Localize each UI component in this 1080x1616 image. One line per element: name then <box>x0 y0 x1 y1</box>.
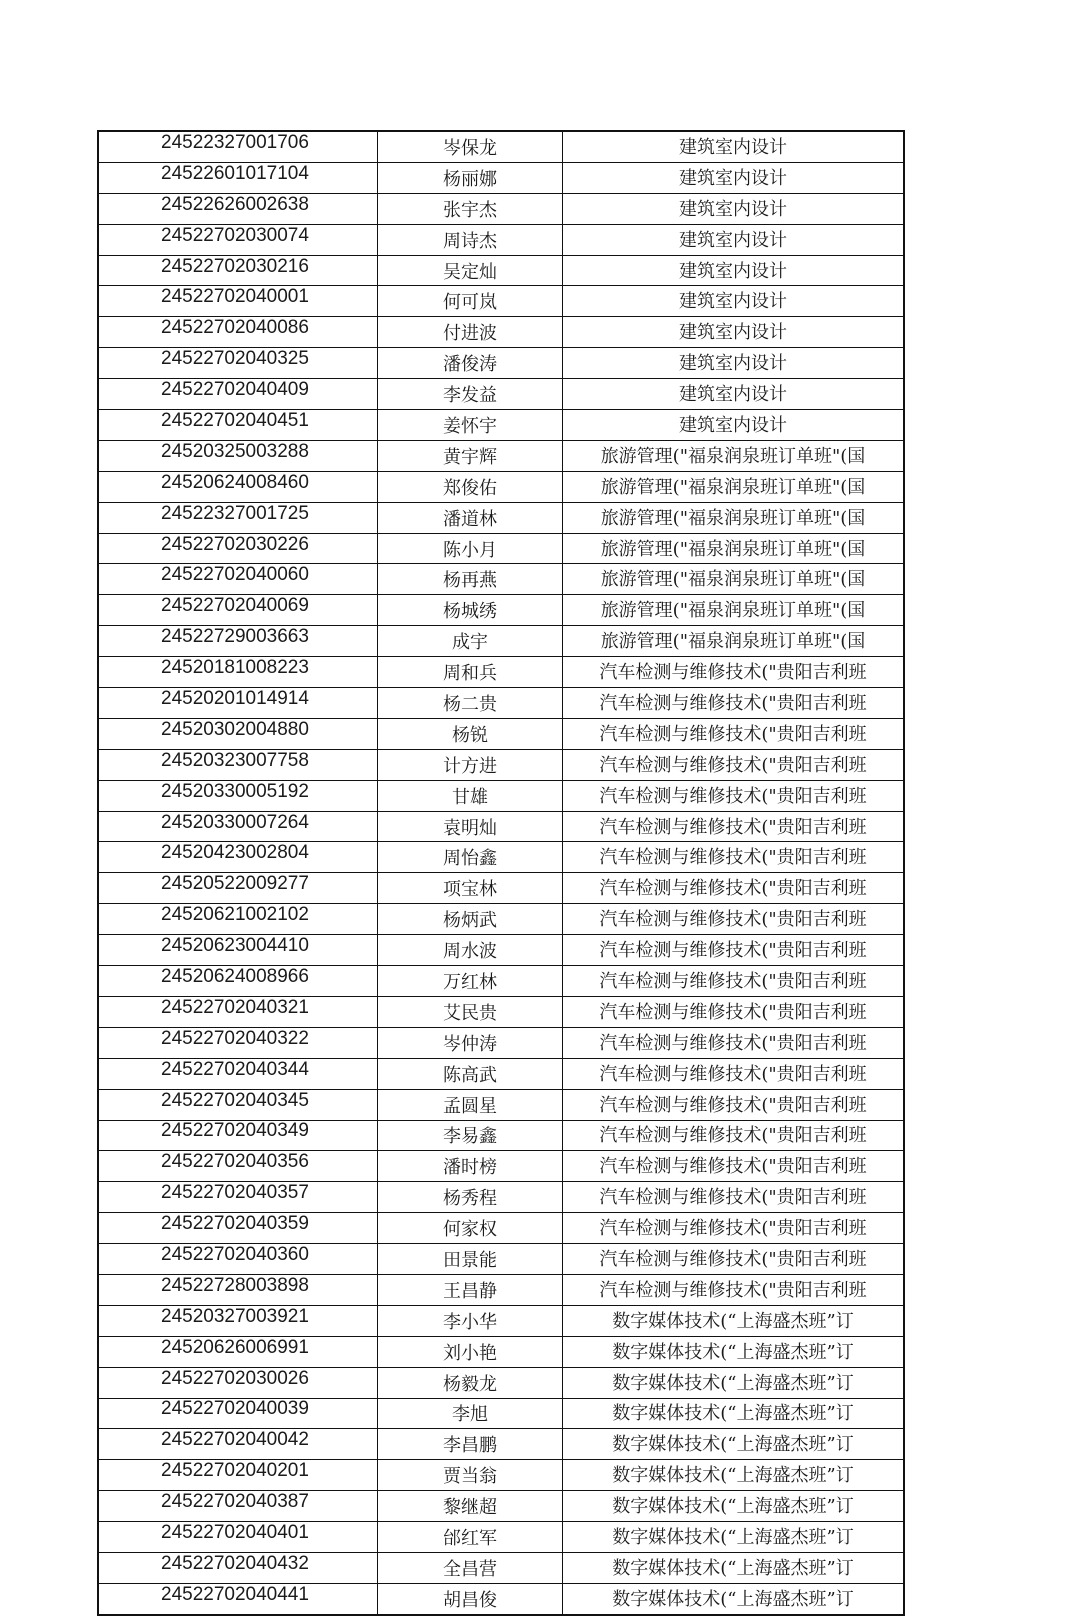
student-major: 汽车检测与维修技术("贵阳吉利班 <box>563 996 905 1027</box>
student-name: 李旭 <box>378 1398 563 1429</box>
student-major: 数字媒体技术(“上海盛杰班”订 <box>563 1336 905 1367</box>
student-name: 田景能 <box>378 1244 563 1275</box>
table-row <box>98 131 904 162</box>
table-row <box>98 749 904 780</box>
student-major: 数字媒体技术(“上海盛杰班”订 <box>563 1583 905 1614</box>
student-id-cell <box>98 286 378 317</box>
student-major: 旅游管理("福泉润泉班订单班"(国 <box>563 471 905 502</box>
roster-body <box>98 131 904 1615</box>
student-id: 24522626002638 <box>161 193 309 215</box>
student-name: 计方进 <box>378 749 563 780</box>
student-major: 建筑室内设计 <box>563 410 905 441</box>
table-row <box>98 1274 904 1305</box>
student-id: 24520181008223 <box>161 657 309 679</box>
student-name: 李小华 <box>378 1305 563 1336</box>
student-id-cell <box>98 873 378 904</box>
student-major: 旅游管理("福泉润泉班订单班"(国 <box>563 533 905 564</box>
student-name: 孟圆星 <box>378 1089 563 1120</box>
student-major: 建筑室内设计 <box>563 162 905 193</box>
student-id-cell <box>98 935 378 966</box>
student-name: 杨炳武 <box>378 904 563 935</box>
student-id-cell <box>98 1522 378 1553</box>
table-row <box>98 1244 904 1275</box>
table-row <box>98 811 904 842</box>
student-id: 24520423002804 <box>161 842 309 864</box>
table-row <box>98 996 904 1027</box>
table-row <box>98 224 904 255</box>
student-id-cell <box>98 966 378 997</box>
student-major: 汽车检测与维修技术("贵阳吉利班 <box>563 657 905 688</box>
student-id: 24522702040069 <box>161 595 309 617</box>
student-id-cell <box>98 564 378 595</box>
student-name: 周诗杰 <box>378 224 563 255</box>
student-id-cell <box>98 1491 378 1522</box>
table-row <box>98 162 904 193</box>
student-major: 建筑室内设计 <box>563 379 905 410</box>
student-major: 数字媒体技术(“上海盛杰班”订 <box>563 1460 905 1491</box>
student-id-cell <box>98 1120 378 1151</box>
table-row <box>98 1305 904 1336</box>
table-row <box>98 595 904 626</box>
student-name: 岑保龙 <box>378 131 563 162</box>
table-row <box>98 873 904 904</box>
student-id: 24520623004410 <box>161 935 309 957</box>
student-id: 24522702030216 <box>161 255 309 277</box>
table-row <box>98 1460 904 1491</box>
student-id-cell <box>98 1398 378 1429</box>
table-row <box>98 1058 904 1089</box>
table-row <box>98 966 904 997</box>
student-major: 汽车检测与维修技术("贵阳吉利班 <box>563 1213 905 1244</box>
student-id-cell <box>98 224 378 255</box>
student-name: 黎继超 <box>378 1491 563 1522</box>
student-id: 24522702040360 <box>161 1244 309 1265</box>
student-major: 汽车检测与维修技术("贵阳吉利班 <box>563 904 905 935</box>
student-id: 24522729003663 <box>161 626 309 648</box>
student-major: 数字媒体技术(“上海盛杰班”订 <box>563 1398 905 1429</box>
student-major: 汽车检测与维修技术("贵阳吉利班 <box>563 1089 905 1120</box>
student-name: 杨城绣 <box>378 595 563 626</box>
student-id-cell <box>98 131 378 162</box>
student-major: 数字媒体技术(“上海盛杰班”订 <box>563 1491 905 1522</box>
student-name: 李易鑫 <box>378 1120 563 1151</box>
student-id-cell <box>98 688 378 719</box>
student-id: 24520327003921 <box>161 1305 309 1327</box>
student-id: 24520624008966 <box>161 965 309 987</box>
student-id-cell <box>98 749 378 780</box>
student-id: 24522702040356 <box>161 1151 309 1173</box>
student-id: 24522702030226 <box>161 533 309 555</box>
table-row <box>98 1151 904 1182</box>
student-name: 陈高武 <box>378 1058 563 1089</box>
student-id-cell <box>98 1429 378 1460</box>
student-name: 张宇杰 <box>378 193 563 224</box>
student-id: 24522327001725 <box>161 502 309 524</box>
student-id: 24520624008460 <box>161 471 309 493</box>
student-id: 24522702040441 <box>161 1583 309 1605</box>
student-id-cell <box>98 1583 378 1614</box>
student-major: 旅游管理("福泉润泉班订单班"(国 <box>563 502 905 533</box>
student-name: 邰红军 <box>378 1522 563 1553</box>
student-id: 24520330007264 <box>161 811 309 833</box>
student-id: 24522702030026 <box>161 1367 309 1389</box>
student-id-cell <box>98 255 378 286</box>
table-row <box>98 1583 904 1614</box>
student-major: 汽车检测与维修技术("贵阳吉利班 <box>563 688 905 719</box>
table-row <box>98 379 904 410</box>
student-name: 潘道林 <box>378 502 563 533</box>
student-id: 24520325003288 <box>161 440 309 462</box>
student-name: 李昌鹏 <box>378 1429 563 1460</box>
student-id: 24522702040432 <box>161 1552 309 1574</box>
student-id: 24522702040086 <box>161 317 309 339</box>
student-name: 万红林 <box>378 966 563 997</box>
student-id-cell <box>98 1552 378 1583</box>
student-major: 建筑室内设计 <box>563 131 905 162</box>
student-major: 汽车检测与维修技术("贵阳吉利班 <box>563 811 905 842</box>
table-row <box>98 1027 904 1058</box>
student-id-cell <box>98 996 378 1027</box>
table-row <box>98 533 904 564</box>
table-row <box>98 718 904 749</box>
table-row <box>98 1522 904 1553</box>
student-id-cell <box>98 379 378 410</box>
student-major: 汽车检测与维修技术("贵阳吉利班 <box>563 1182 905 1213</box>
student-id-cell <box>98 317 378 348</box>
student-id-cell <box>98 1213 378 1244</box>
student-id: 24522702040325 <box>161 348 309 370</box>
student-id: 24522702040387 <box>161 1491 309 1513</box>
student-name: 胡昌俊 <box>378 1583 563 1614</box>
student-id: 24520302004880 <box>161 718 309 740</box>
table-row <box>98 780 904 811</box>
student-id-cell <box>98 1274 378 1305</box>
student-name: 成宇 <box>378 626 563 657</box>
student-id-cell <box>98 780 378 811</box>
student-major: 汽车检测与维修技术("贵阳吉利班 <box>563 1027 905 1058</box>
table-row <box>98 935 904 966</box>
student-id: 24522702040039 <box>161 1398 309 1420</box>
student-major: 汽车检测与维修技术("贵阳吉利班 <box>563 1244 905 1275</box>
table-row <box>98 286 904 317</box>
student-id-cell <box>98 1244 378 1275</box>
student-id: 24522702040345 <box>161 1089 309 1111</box>
student-major: 数字媒体技术(“上海盛杰班”订 <box>563 1305 905 1336</box>
student-name: 项宝林 <box>378 873 563 904</box>
table-row <box>98 688 904 719</box>
student-name: 杨毅龙 <box>378 1367 563 1398</box>
student-major: 汽车检测与维修技术("贵阳吉利班 <box>563 842 905 873</box>
table-row <box>98 1120 904 1151</box>
table-row <box>98 410 904 441</box>
student-name: 何家权 <box>378 1213 563 1244</box>
student-id: 24522702040349 <box>161 1120 309 1142</box>
student-id-cell <box>98 842 378 873</box>
student-id: 24522702040401 <box>161 1522 309 1544</box>
student-id: 24522601017104 <box>161 162 309 184</box>
student-id: 24522702040322 <box>161 1027 309 1049</box>
table-row <box>98 1089 904 1120</box>
student-id-cell <box>98 1058 378 1089</box>
student-id: 24522702040451 <box>161 409 309 431</box>
student-major: 数字媒体技术(“上海盛杰班”订 <box>563 1522 905 1553</box>
student-id: 24520201014914 <box>161 687 309 709</box>
student-id-cell <box>98 1367 378 1398</box>
student-major: 汽车检测与维修技术("贵阳吉利班 <box>563 1151 905 1182</box>
table-row <box>98 564 904 595</box>
student-major: 建筑室内设计 <box>563 255 905 286</box>
student-major: 建筑室内设计 <box>563 224 905 255</box>
table-row <box>98 255 904 286</box>
student-name: 袁明灿 <box>378 811 563 842</box>
student-id-cell <box>98 1089 378 1120</box>
student-major: 建筑室内设计 <box>563 286 905 317</box>
student-name: 艾民贵 <box>378 996 563 1027</box>
student-name: 刘小艳 <box>378 1336 563 1367</box>
student-id-cell <box>98 657 378 688</box>
student-id: 24522327001706 <box>161 131 309 153</box>
student-id: 24522702040001 <box>161 286 309 308</box>
student-id: 24522702030074 <box>161 224 309 246</box>
student-id-cell <box>98 1460 378 1491</box>
student-id: 24522728003898 <box>161 1274 309 1296</box>
student-id-cell <box>98 811 378 842</box>
student-name: 杨锐 <box>378 718 563 749</box>
table-row <box>98 1182 904 1213</box>
table-row <box>98 1398 904 1429</box>
student-major: 数字媒体技术(“上海盛杰班”订 <box>563 1429 905 1460</box>
student-name: 甘雄 <box>378 780 563 811</box>
student-name: 杨二贵 <box>378 688 563 719</box>
student-name: 周和兵 <box>378 657 563 688</box>
student-name: 李发益 <box>378 379 563 410</box>
table-row <box>98 1491 904 1522</box>
student-id: 24522702040357 <box>161 1182 309 1204</box>
student-id-cell <box>98 162 378 193</box>
table-row <box>98 1429 904 1460</box>
student-id-cell <box>98 502 378 533</box>
student-id: 24520330005192 <box>161 780 309 802</box>
student-id: 24522702040201 <box>161 1460 309 1482</box>
student-name: 吴定灿 <box>378 255 563 286</box>
student-major: 旅游管理("福泉润泉班订单班"(国 <box>563 595 905 626</box>
student-name: 付进波 <box>378 317 563 348</box>
student-id: 24522702040409 <box>161 379 309 401</box>
student-major: 汽车检测与维修技术("贵阳吉利班 <box>563 935 905 966</box>
student-roster-table <box>97 130 905 1616</box>
student-major: 数字媒体技术(“上海盛杰班”订 <box>563 1367 905 1398</box>
student-major: 建筑室内设计 <box>563 193 905 224</box>
student-id-cell <box>98 440 378 471</box>
table-row <box>98 1552 904 1583</box>
student-major: 汽车检测与维修技术("贵阳吉利班 <box>563 873 905 904</box>
table-row <box>98 471 904 502</box>
student-id: 24522702040359 <box>161 1213 309 1235</box>
student-id: 24520323007758 <box>161 749 309 771</box>
student-major: 汽车检测与维修技术("贵阳吉利班 <box>563 749 905 780</box>
table-row <box>98 657 904 688</box>
student-id: 24520626006991 <box>161 1336 309 1358</box>
student-name: 潘俊涛 <box>378 348 563 379</box>
table-row <box>98 348 904 379</box>
student-id: 24520621002102 <box>161 904 309 926</box>
student-id-cell <box>98 904 378 935</box>
student-name: 姜怀宇 <box>378 410 563 441</box>
student-major: 数字媒体技术(“上海盛杰班”订 <box>563 1552 905 1583</box>
student-name: 杨丽娜 <box>378 162 563 193</box>
student-major: 汽车检测与维修技术("贵阳吉利班 <box>563 966 905 997</box>
student-name: 郑俊佑 <box>378 471 563 502</box>
student-id: 24522702040042 <box>161 1429 309 1451</box>
student-id-cell <box>98 193 378 224</box>
student-id-cell <box>98 718 378 749</box>
student-id-cell <box>98 1027 378 1058</box>
student-id-cell <box>98 626 378 657</box>
student-major: 旅游管理("福泉润泉班订单班"(国 <box>563 440 905 471</box>
student-major: 汽车检测与维修技术("贵阳吉利班 <box>563 1274 905 1305</box>
student-major: 建筑室内设计 <box>563 348 905 379</box>
table-row <box>98 842 904 873</box>
table-row <box>98 502 904 533</box>
student-id: 24522702040344 <box>161 1058 309 1080</box>
student-name: 陈小月 <box>378 533 563 564</box>
table-row <box>98 193 904 224</box>
student-id-cell <box>98 1182 378 1213</box>
student-major: 汽车检测与维修技术("贵阳吉利班 <box>563 1058 905 1089</box>
student-id: 24522702040060 <box>161 564 309 586</box>
student-name: 周水波 <box>378 935 563 966</box>
table-row <box>98 1367 904 1398</box>
student-major: 汽车检测与维修技术("贵阳吉利班 <box>563 780 905 811</box>
student-name: 岑仲涛 <box>378 1027 563 1058</box>
student-id-cell <box>98 1305 378 1336</box>
student-id: 24522702040321 <box>161 996 309 1018</box>
table-row <box>98 1336 904 1367</box>
student-id: 24520522009277 <box>161 873 309 895</box>
student-name: 潘时榜 <box>378 1151 563 1182</box>
table-row <box>98 1213 904 1244</box>
student-name: 全昌营 <box>378 1552 563 1583</box>
student-name: 周怡鑫 <box>378 842 563 873</box>
table-row <box>98 317 904 348</box>
student-name: 杨秀程 <box>378 1182 563 1213</box>
student-id-cell <box>98 471 378 502</box>
student-name: 贾当翁 <box>378 1460 563 1491</box>
table-row <box>98 440 904 471</box>
student-major: 汽车检测与维修技术("贵阳吉利班 <box>563 718 905 749</box>
student-id-cell <box>98 595 378 626</box>
student-name: 何可岚 <box>378 286 563 317</box>
student-id-cell <box>98 1151 378 1182</box>
table-row <box>98 626 904 657</box>
student-id-cell <box>98 410 378 441</box>
student-name: 杨再燕 <box>378 564 563 595</box>
student-id-cell <box>98 533 378 564</box>
student-major: 汽车检测与维修技术("贵阳吉利班 <box>563 1120 905 1151</box>
student-id-cell <box>98 348 378 379</box>
student-name: 黄宇辉 <box>378 440 563 471</box>
student-name: 王昌静 <box>378 1274 563 1305</box>
student-major: 旅游管理("福泉润泉班订单班"(国 <box>563 626 905 657</box>
table-row <box>98 904 904 935</box>
student-major: 旅游管理("福泉润泉班订单班"(国 <box>563 564 905 595</box>
student-major: 建筑室内设计 <box>563 317 905 348</box>
student-id-cell <box>98 1336 378 1367</box>
